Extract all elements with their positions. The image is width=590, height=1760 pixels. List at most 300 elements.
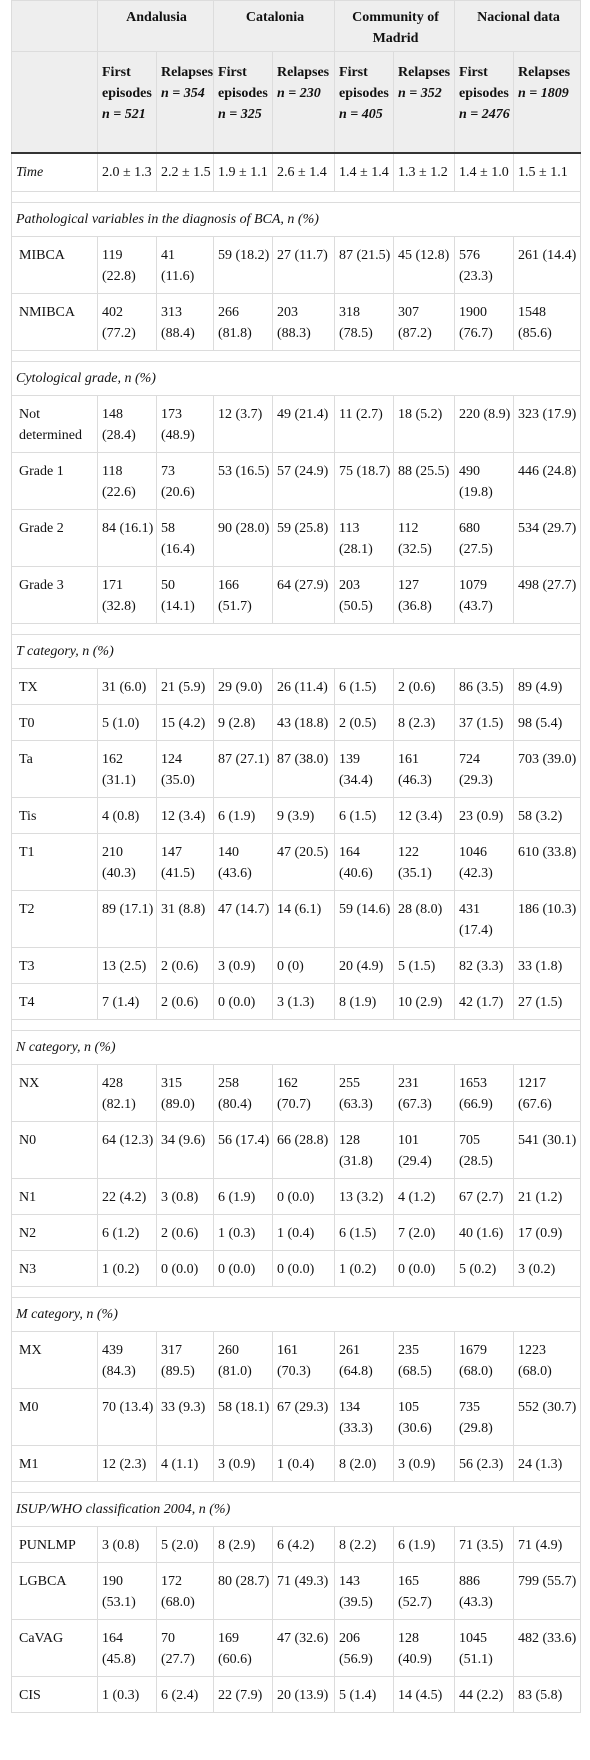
header-region-andalusia: Andalusia <box>98 1 214 52</box>
table-cell: 43 (18.8) <box>273 705 335 741</box>
table-cell: 42 (1.7) <box>455 984 514 1020</box>
table-cell: 6 (1.9) <box>214 1179 273 1215</box>
table-cell: 87 (27.1) <box>214 741 273 798</box>
table-cell: 71 (4.9) <box>514 1527 581 1563</box>
table-cell: 0 (0.0) <box>214 1251 273 1287</box>
table-cell: 15 (4.2) <box>157 705 214 741</box>
header-group-word: episodes <box>339 86 389 101</box>
table-cell: 6 (2.4) <box>157 1677 214 1713</box>
table-cell: 14 (4.5) <box>394 1677 455 1713</box>
table-cell: 1 (0.4) <box>273 1446 335 1482</box>
table-cell: 0 (0.0) <box>394 1251 455 1287</box>
table-cell: 80 (28.7) <box>214 1563 273 1620</box>
table-cell: 318 (78.5) <box>335 294 394 351</box>
table-row <box>12 834 581 891</box>
table-cell: 31 (8.8) <box>157 891 214 948</box>
table-cell: 164 (40.6) <box>335 834 394 891</box>
table-cell: 31 (6.0) <box>98 669 157 705</box>
table-cell: 186 (10.3) <box>514 891 581 948</box>
table-cell: 5 (1.0) <box>98 705 157 741</box>
header-group-word: First <box>339 65 368 80</box>
table-cell: 313 (88.4) <box>157 294 214 351</box>
header-corner-2 <box>12 52 98 154</box>
table-cell: 20 (4.9) <box>335 948 394 984</box>
table-cell: 17 (0.9) <box>514 1215 581 1251</box>
table-cell: 37 (1.5) <box>455 705 514 741</box>
table-cell: 4 (0.8) <box>98 798 157 834</box>
table-cell: 1.3 ± 1.2 <box>394 153 455 192</box>
spacer-cell <box>12 1482 581 1493</box>
table-cell: 255 (63.3) <box>335 1065 394 1122</box>
table-cell: 67 (2.7) <box>455 1179 514 1215</box>
table-cell: 534 (29.7) <box>514 510 581 567</box>
header-group-n: n = 352 <box>398 86 442 101</box>
table-cell: 5 (0.2) <box>455 1251 514 1287</box>
header-group-word: Relapses <box>398 65 451 80</box>
section-spacer <box>12 351 581 362</box>
table-cell: 162 (70.7) <box>273 1065 335 1122</box>
table-cell: 5 (1.5) <box>394 948 455 984</box>
row-label: CaVAG <box>12 1620 98 1677</box>
table-row <box>12 1620 581 1677</box>
header-group-n: n = 405 <box>339 107 383 122</box>
table-cell: 1223 (68.0) <box>514 1332 581 1389</box>
header-corner <box>12 1 98 52</box>
table-cell: 26 (11.4) <box>273 669 335 705</box>
row-label: NMIBCA <box>12 294 98 351</box>
table-cell: 27 (11.7) <box>273 237 335 294</box>
section-title: T category, n (%) <box>12 635 581 669</box>
table-cell: 166 (51.7) <box>214 567 273 624</box>
table-cell: 446 (24.8) <box>514 453 581 510</box>
table-cell: 143 (39.5) <box>335 1563 394 1620</box>
table-cell: 724 (29.3) <box>455 741 514 798</box>
table-cell: 70 (13.4) <box>98 1389 157 1446</box>
header-group-cell <box>514 52 581 154</box>
table-cell: 22 (4.2) <box>98 1179 157 1215</box>
table-cell: 44 (2.2) <box>455 1677 514 1713</box>
table-cell: 1.4 ± 1.0 <box>455 153 514 192</box>
table-cell: 315 (89.0) <box>157 1065 214 1122</box>
table-cell: 58 (16.4) <box>157 510 214 567</box>
table-cell: 799 (55.7) <box>514 1563 581 1620</box>
table-cell: 8 (2.3) <box>394 705 455 741</box>
spacer-cell <box>12 351 581 362</box>
row-label: PUNLMP <box>12 1527 98 1563</box>
row-label: T4 <box>12 984 98 1020</box>
table-cell: 1679 (68.0) <box>455 1332 514 1389</box>
table-cell: 6 (1.5) <box>335 798 394 834</box>
table-cell: 203 (88.3) <box>273 294 335 351</box>
table-row <box>12 891 581 948</box>
table-row-time <box>12 153 581 192</box>
spacer-cell <box>12 624 581 635</box>
table-cell: 53 (16.5) <box>214 453 273 510</box>
table-cell: 20 (13.9) <box>273 1677 335 1713</box>
table-cell: 57 (24.9) <box>273 453 335 510</box>
table-cell: 7 (1.4) <box>98 984 157 1020</box>
table-cell: 576 (23.3) <box>455 237 514 294</box>
table-cell: 13 (2.5) <box>98 948 157 984</box>
row-label: Not determined <box>12 396 98 453</box>
table-cell: 124 (35.0) <box>157 741 214 798</box>
table-cell: 87 (21.5) <box>335 237 394 294</box>
header-group-word: First <box>459 65 488 80</box>
table-cell: 21 (5.9) <box>157 669 214 705</box>
table-row <box>12 510 581 567</box>
header-group-cell <box>394 52 455 154</box>
table-cell: 45 (12.8) <box>394 237 455 294</box>
table-cell: 148 (28.4) <box>98 396 157 453</box>
table-cell: 1045 (51.1) <box>455 1620 514 1677</box>
table-cell: 12 (3.4) <box>394 798 455 834</box>
table-cell: 128 (40.9) <box>394 1620 455 1677</box>
header-group-word: episodes <box>459 86 509 101</box>
table-cell: 428 (82.1) <box>98 1065 157 1122</box>
table-cell: 8 (1.9) <box>335 984 394 1020</box>
table-cell: 482 (33.6) <box>514 1620 581 1677</box>
table-cell: 173 (48.9) <box>157 396 214 453</box>
table-cell: 22 (7.9) <box>214 1677 273 1713</box>
row-label: N2 <box>12 1215 98 1251</box>
header-group-word: Relapses <box>518 65 571 80</box>
section-spacer <box>12 624 581 635</box>
table-cell: 70 (27.7) <box>157 1620 214 1677</box>
table-cell: 56 (2.3) <box>455 1446 514 1482</box>
table-cell: 0 (0) <box>273 948 335 984</box>
table-row <box>12 741 581 798</box>
table-row <box>12 1446 581 1482</box>
table-cell: 266 (81.8) <box>214 294 273 351</box>
section-header-row <box>12 1031 581 1065</box>
section-spacer <box>12 1020 581 1031</box>
table-cell: 2 (0.6) <box>157 1215 214 1251</box>
section-title: Cytological grade, n (%) <box>12 362 581 396</box>
section-title: M category, n (%) <box>12 1298 581 1332</box>
header-region-catalonia: Catalonia <box>214 1 335 52</box>
spacer-cell <box>12 192 581 203</box>
table-cell: 680 (27.5) <box>455 510 514 567</box>
row-label: N1 <box>12 1179 98 1215</box>
section-spacer <box>12 1287 581 1298</box>
table-row <box>12 1122 581 1179</box>
table-cell: 5 (2.0) <box>157 1527 214 1563</box>
table-cell: 86 (3.5) <box>455 669 514 705</box>
row-label: Grade 2 <box>12 510 98 567</box>
table-cell: 1 (0.3) <box>214 1215 273 1251</box>
table-cell: 24 (1.3) <box>514 1446 581 1482</box>
row-label: Time <box>12 153 98 192</box>
table-cell: 84 (16.1) <box>98 510 157 567</box>
table-cell: 1653 (66.9) <box>455 1065 514 1122</box>
table-row <box>12 567 581 624</box>
table-cell: 171 (32.8) <box>98 567 157 624</box>
table-row <box>12 1065 581 1122</box>
table-cell: 3 (0.8) <box>98 1527 157 1563</box>
table-cell: 703 (39.0) <box>514 741 581 798</box>
table-cell: 105 (30.6) <box>394 1389 455 1446</box>
table-cell: 235 (68.5) <box>394 1332 455 1389</box>
section-title: Pathological variables in the diagnosis of BCA, n (%) <box>12 203 581 237</box>
section-spacer <box>12 1482 581 1493</box>
table-row <box>12 669 581 705</box>
table-cell: 210 (40.3) <box>98 834 157 891</box>
table-row <box>12 396 581 453</box>
table-cell: 40 (1.6) <box>455 1215 514 1251</box>
table-cell: 3 (1.3) <box>273 984 335 1020</box>
header-group-n: n = 521 <box>102 107 146 122</box>
table-cell: 2 (0.5) <box>335 705 394 741</box>
table-cell: 260 (81.0) <box>214 1332 273 1389</box>
table-cell: 9 (3.9) <box>273 798 335 834</box>
table-cell: 28 (8.0) <box>394 891 455 948</box>
table-row <box>12 798 581 834</box>
table-cell: 165 (52.7) <box>394 1563 455 1620</box>
table-cell: 8 (2.0) <box>335 1446 394 1482</box>
table-row <box>12 1251 581 1287</box>
table-cell: 71 (3.5) <box>455 1527 514 1563</box>
spacer-cell <box>12 1287 581 1298</box>
row-label: T3 <box>12 948 98 984</box>
table-cell: 73 (20.6) <box>157 453 214 510</box>
row-label: Grade 1 <box>12 453 98 510</box>
table-row <box>12 453 581 510</box>
header-group-n: n = 354 <box>161 86 205 101</box>
table-cell: 59 (18.2) <box>214 237 273 294</box>
header-region-madrid: Community of Madrid <box>335 1 455 52</box>
table-row <box>12 948 581 984</box>
table-cell: 0 (0.0) <box>273 1251 335 1287</box>
table-cell: 87 (38.0) <box>273 741 335 798</box>
table-cell: 23 (0.9) <box>455 798 514 834</box>
table-cell: 317 (89.5) <box>157 1332 214 1389</box>
row-label: Tis <box>12 798 98 834</box>
header-group-word: First <box>102 65 131 80</box>
table-cell: 1.5 ± 1.1 <box>514 153 581 192</box>
table-cell: 498 (27.7) <box>514 567 581 624</box>
table-cell: 47 (20.5) <box>273 834 335 891</box>
section-spacer <box>12 192 581 203</box>
header-region-national: Nacional data <box>455 1 581 52</box>
row-label: M1 <box>12 1446 98 1482</box>
table-cell: 552 (30.7) <box>514 1389 581 1446</box>
table-cell: 1046 (42.3) <box>455 834 514 891</box>
table-cell: 29 (9.0) <box>214 669 273 705</box>
header-group-cell <box>335 52 394 154</box>
table-cell: 27 (1.5) <box>514 984 581 1020</box>
table-cell: 98 (5.4) <box>514 705 581 741</box>
table-cell: 1.9 ± 1.1 <box>214 153 273 192</box>
table-cell: 161 (70.3) <box>273 1332 335 1389</box>
table-cell: 58 (18.1) <box>214 1389 273 1446</box>
table-cell: 490 (19.8) <box>455 453 514 510</box>
table-cell: 705 (28.5) <box>455 1122 514 1179</box>
table-cell: 8 (2.2) <box>335 1527 394 1563</box>
table-cell: 12 (3.4) <box>157 798 214 834</box>
header-group-n: n = 325 <box>218 107 262 122</box>
table-cell: 140 (43.6) <box>214 834 273 891</box>
header-group-word: episodes <box>102 86 152 101</box>
table-cell: 1548 (85.6) <box>514 294 581 351</box>
table-cell: 161 (46.3) <box>394 741 455 798</box>
table-cell: 89 (4.9) <box>514 669 581 705</box>
table-cell: 190 (53.1) <box>98 1563 157 1620</box>
header-group-word: First <box>218 65 247 80</box>
table-cell: 64 (27.9) <box>273 567 335 624</box>
table-cell: 56 (17.4) <box>214 1122 273 1179</box>
table-cell: 1900 (76.7) <box>455 294 514 351</box>
table-cell: 11 (2.7) <box>335 396 394 453</box>
table-row <box>12 984 581 1020</box>
table-cell: 1 (0.4) <box>273 1215 335 1251</box>
spacer-cell <box>12 1020 581 1031</box>
table-cell: 8 (2.9) <box>214 1527 273 1563</box>
table-cell: 89 (17.1) <box>98 891 157 948</box>
table-cell: 6 (1.9) <box>214 798 273 834</box>
row-label: N0 <box>12 1122 98 1179</box>
table-cell: 83 (5.8) <box>514 1677 581 1713</box>
table-cell: 610 (33.8) <box>514 834 581 891</box>
table-cell: 50 (14.1) <box>157 567 214 624</box>
table-cell: 231 (67.3) <box>394 1065 455 1122</box>
table-cell: 112 (32.5) <box>394 510 455 567</box>
row-label: T0 <box>12 705 98 741</box>
table-cell: 172 (68.0) <box>157 1563 214 1620</box>
header-group-cell <box>98 52 157 154</box>
section-header-row <box>12 362 581 396</box>
table-cell: 1 (0.3) <box>98 1677 157 1713</box>
table-cell: 162 (31.1) <box>98 741 157 798</box>
table-cell: 10 (2.9) <box>394 984 455 1020</box>
table-cell: 66 (28.8) <box>273 1122 335 1179</box>
table-row <box>12 294 581 351</box>
row-label: N3 <box>12 1251 98 1287</box>
table-cell: 127 (36.8) <box>394 567 455 624</box>
table-cell: 6 (1.5) <box>335 1215 394 1251</box>
table-cell: 75 (18.7) <box>335 453 394 510</box>
header-group-n: n = 1809 <box>518 86 569 101</box>
table-cell: 2 (0.6) <box>157 984 214 1020</box>
header-group-cell <box>214 52 273 154</box>
data-table <box>11 0 581 1713</box>
table-cell: 9 (2.8) <box>214 705 273 741</box>
table-cell: 3 (0.2) <box>514 1251 581 1287</box>
table-cell: 3 (0.9) <box>394 1446 455 1482</box>
table-cell: 6 (4.2) <box>273 1527 335 1563</box>
table-cell: 541 (30.1) <box>514 1122 581 1179</box>
header-group-word: episodes <box>218 86 268 101</box>
header-group-n: n = 2476 <box>459 107 510 122</box>
row-label: M0 <box>12 1389 98 1446</box>
table-cell: 14 (6.1) <box>273 891 335 948</box>
table-cell: 220 (8.9) <box>455 396 514 453</box>
table-cell: 47 (14.7) <box>214 891 273 948</box>
header-group-cell <box>273 52 335 154</box>
table-row <box>12 1389 581 1446</box>
table-cell: 164 (45.8) <box>98 1620 157 1677</box>
table-cell: 431 (17.4) <box>455 891 514 948</box>
table-cell: 64 (12.3) <box>98 1122 157 1179</box>
table-cell: 4 (1.1) <box>157 1446 214 1482</box>
table-cell: 2.6 ± 1.4 <box>273 153 335 192</box>
row-label: Grade 3 <box>12 567 98 624</box>
table-cell: 6 (1.5) <box>335 669 394 705</box>
row-label: Ta <box>12 741 98 798</box>
table-cell: 2 (0.6) <box>394 669 455 705</box>
table-cell: 2.0 ± 1.3 <box>98 153 157 192</box>
table-cell: 261 (64.8) <box>335 1332 394 1389</box>
row-label: LGBCA <box>12 1563 98 1620</box>
table-cell: 3 (0.9) <box>214 948 273 984</box>
table-cell: 1.4 ± 1.4 <box>335 153 394 192</box>
table-cell: 206 (56.9) <box>335 1620 394 1677</box>
table-cell: 258 (80.4) <box>214 1065 273 1122</box>
table-cell: 47 (32.6) <box>273 1620 335 1677</box>
table-body <box>12 153 581 1713</box>
table-cell: 21 (1.2) <box>514 1179 581 1215</box>
table-cell: 323 (17.9) <box>514 396 581 453</box>
table-cell: 0 (0.0) <box>273 1179 335 1215</box>
table-cell: 59 (14.6) <box>335 891 394 948</box>
table-cell: 67 (29.3) <box>273 1389 335 1446</box>
table-cell: 402 (77.2) <box>98 294 157 351</box>
table-cell: 2 (0.6) <box>157 948 214 984</box>
table-row <box>12 1179 581 1215</box>
table-cell: 59 (25.8) <box>273 510 335 567</box>
table-cell: 101 (29.4) <box>394 1122 455 1179</box>
header-group-n: n = 230 <box>277 86 321 101</box>
table-cell: 1 (0.2) <box>335 1251 394 1287</box>
table-cell: 1217 (67.6) <box>514 1065 581 1122</box>
header-group-word: Relapses <box>277 65 330 80</box>
table-cell: 113 (28.1) <box>335 510 394 567</box>
table-cell: 12 (2.3) <box>98 1446 157 1482</box>
table-cell: 886 (43.3) <box>455 1563 514 1620</box>
table-cell: 6 (1.2) <box>98 1215 157 1251</box>
table-cell: 118 (22.6) <box>98 453 157 510</box>
table-cell: 203 (50.5) <box>335 567 394 624</box>
table-cell: 1 (0.2) <box>98 1251 157 1287</box>
row-label: MX <box>12 1332 98 1389</box>
table-cell: 4 (1.2) <box>394 1179 455 1215</box>
table-cell: 128 (31.8) <box>335 1122 394 1179</box>
table-cell: 33 (1.8) <box>514 948 581 984</box>
section-header-row <box>12 1493 581 1527</box>
row-label: TX <box>12 669 98 705</box>
table-cell: 1079 (43.7) <box>455 567 514 624</box>
table-cell: 307 (87.2) <box>394 294 455 351</box>
table-cell: 7 (2.0) <box>394 1215 455 1251</box>
table-cell: 5 (1.4) <box>335 1677 394 1713</box>
table-row <box>12 1215 581 1251</box>
table-cell: 33 (9.3) <box>157 1389 214 1446</box>
header-group-cell <box>455 52 514 154</box>
table-cell: 18 (5.2) <box>394 396 455 453</box>
section-header-row <box>12 1298 581 1332</box>
table-cell: 13 (3.2) <box>335 1179 394 1215</box>
table-cell: 0 (0.0) <box>214 984 273 1020</box>
row-label: CIS <box>12 1677 98 1713</box>
table-cell: 2.2 ± 1.5 <box>157 153 214 192</box>
table-cell: 3 (0.8) <box>157 1179 214 1215</box>
table-cell: 82 (3.3) <box>455 948 514 984</box>
header-group-word: Relapses <box>161 65 214 80</box>
section-title: ISUP/WHO classification 2004, n (%) <box>12 1493 581 1527</box>
row-label: MIBCA <box>12 237 98 294</box>
table-cell: 119 (22.8) <box>98 237 157 294</box>
table-row <box>12 1332 581 1389</box>
table-cell: 34 (9.6) <box>157 1122 214 1179</box>
